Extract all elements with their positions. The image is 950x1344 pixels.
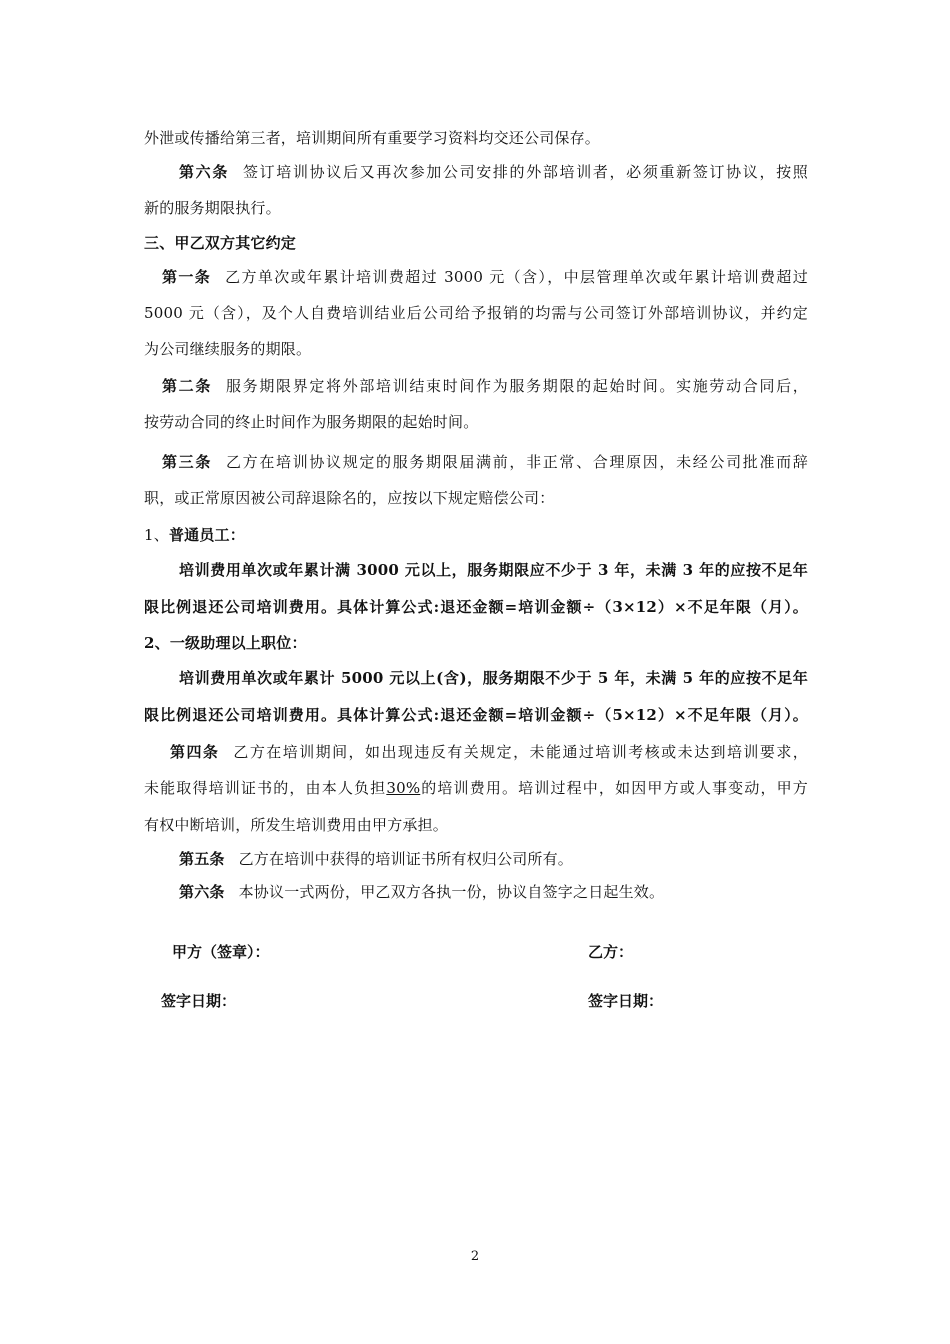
article-text: 乙方在培训协议规定的服务期限届满前，非正常、合理原因，未经公司批准而辞 (226, 453, 808, 471)
article-four-line2 (144, 778, 808, 798)
article-label: 第一条 (162, 268, 212, 286)
party-a-date-label: 签字日期： (161, 992, 237, 1010)
paragraph-line: 外泄或传播给第三者，培训期间所有重要学习资料均交还公司保存。 (144, 129, 601, 147)
article-five-line (179, 849, 808, 869)
article-label: 第五条 (179, 850, 225, 868)
article-text: 的培训费用。培训过程中，如因甲方或人事变动，甲方 (420, 779, 808, 797)
article-label: 第四条 (170, 743, 220, 761)
article-six-a-line1 (179, 162, 808, 182)
article-label: 第三条 (162, 453, 213, 471)
party-b-signature-label: 乙方： (588, 943, 634, 961)
item-two-line2: 限比例退还公司培训费用。具体计算公式:退还金额=培训金额÷（5×12）×不足年限（月）。 (144, 706, 808, 724)
article-four-line1 (170, 742, 808, 762)
party-b-date-label: 签字日期： (588, 992, 664, 1010)
item-one-line2: 限比例退还公司培训费用。具体计算公式:退还金额=培训金额÷（3×12）×不足年限（月）。 (144, 598, 808, 616)
percent-value: 30% (386, 779, 421, 797)
article-text: 乙方在培训中获得的培训证书所有权归公司所有。 (238, 850, 574, 868)
item-one-heading (144, 525, 808, 545)
article-four-line3: 有权中断培训，所发生培训费用由甲方承担。 (144, 816, 449, 834)
item-two-line1: 培训费用单次或年累计 5000 元以上(含)，服务期限不少于 5 年，未满 5 年的应按不足年 (179, 669, 808, 687)
article-text: 本协议一式两份，甲乙双方各执一份，协议自签字之日起生效。 (238, 883, 665, 901)
article-six-b-line (179, 882, 808, 902)
article-six-a-line2: 新的服务期限执行。 (144, 199, 281, 217)
article-text: 乙方在培训期间，如出现违反有关规定，未能通过培训考核或未达到培训要求， (233, 743, 808, 761)
section-title: 三、甲乙双方其它约定 (144, 234, 297, 252)
item-one-line1: 培训费用单次或年累计满 3000 元以上，服务期限应不少于 3 年，未满 3 年的应按不足年 (179, 561, 808, 579)
article-label: 第六条 (179, 163, 229, 181)
article-two-line1 (162, 376, 808, 396)
party-a-signature-label: 甲方（签章）： (172, 943, 270, 961)
article-three-line1 (162, 452, 808, 472)
article-one-line2: 5000 元（含），及个人自费培训结业后公司给予报销的均需与公司签订外部培训协议，并约定 (144, 304, 808, 322)
page-number: 2 (470, 1249, 480, 1264)
article-one-line1 (162, 267, 808, 287)
article-label: 第二条 (162, 377, 213, 395)
article-text: 服务期限界定将外部培训结束时间作为服务期限的起始时间。实施劳动合同后， (226, 377, 808, 395)
item-title: 普通员工： (168, 526, 245, 544)
article-text: 签订培训协议后又再次参加公司安排的外部培训者，必须重新签订协议，按照 (242, 163, 808, 181)
item-number: 2、 (144, 634, 170, 652)
article-label: 第六条 (179, 883, 225, 901)
item-two-heading (144, 633, 808, 653)
article-two-line2: 按劳动合同的终止时间作为服务期限的起始时间。 (144, 413, 479, 431)
article-three-line2: 职，或正常原因被公司辞退除名的，应按以下规定赔偿公司： (144, 489, 555, 507)
article-one-line3: 为公司继续服务的期限。 (144, 340, 312, 358)
article-text: 乙方单次或年累计培训费超过 3000 元（含），中层管理单次或年累计培训费超过 (225, 268, 808, 286)
item-title: 一级助理以上职位： (169, 634, 307, 652)
item-number: 1、 (144, 526, 169, 544)
article-text: 未能取得培训证书的，由本人负担 (144, 779, 387, 797)
